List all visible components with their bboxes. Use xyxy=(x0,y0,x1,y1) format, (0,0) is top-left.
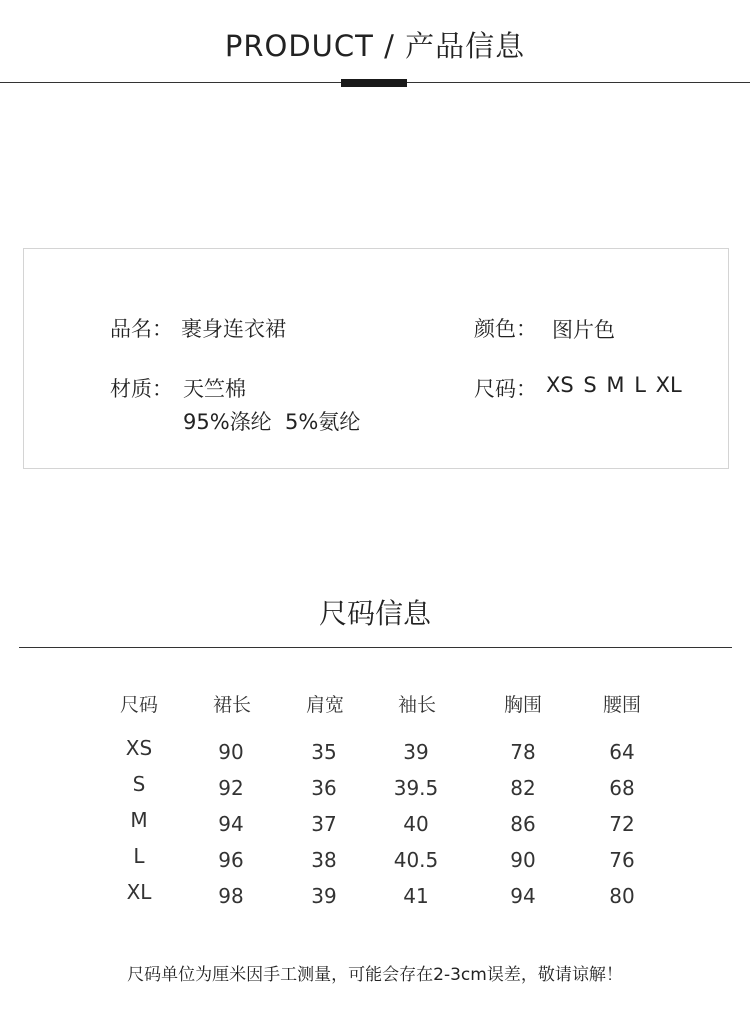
column-header: 肩宽 xyxy=(305,694,345,716)
table-cell: 39 xyxy=(403,740,429,764)
page-title: PRODUCT / 产品信息 xyxy=(224,29,526,63)
table-cell: 36 xyxy=(311,776,337,800)
table-cell: 72 xyxy=(609,812,635,836)
column-header: 裙长 xyxy=(212,694,252,716)
table-cell: L xyxy=(133,844,145,868)
table-cell: 41 xyxy=(403,884,429,908)
table-cell: 80 xyxy=(609,884,635,908)
size-section-divider xyxy=(19,647,732,648)
table-cell: 90 xyxy=(218,740,244,764)
column-header: 腰围 xyxy=(602,694,642,716)
column-header: 袖长 xyxy=(397,694,437,716)
table-cell: XS xyxy=(125,736,153,760)
measurement-note: 尺码单位为厘米因手工测量，可能会存在2-3cm误差，敬请谅解！ xyxy=(127,965,623,985)
column-header: 尺码 xyxy=(119,694,159,716)
size-value: XS S M L XL xyxy=(546,373,682,397)
table-cell: 35 xyxy=(311,740,337,764)
table-cell: 68 xyxy=(609,776,635,800)
table-cell: 38 xyxy=(311,848,337,872)
table-cell: 64 xyxy=(609,740,635,764)
name-label: 品名： xyxy=(110,317,173,341)
table-cell: 40 xyxy=(403,812,429,836)
name-value: 裹身连衣裙 xyxy=(181,317,286,341)
table-cell: 78 xyxy=(510,740,536,764)
table-cell: XL xyxy=(126,880,152,904)
table-cell: 94 xyxy=(510,884,536,908)
table-cell: 86 xyxy=(510,812,536,836)
table-cell: 98 xyxy=(218,884,244,908)
table-cell: 90 xyxy=(510,848,536,872)
header-accent-bar xyxy=(341,79,407,87)
size-label: 尺码： xyxy=(474,377,537,401)
material-value: 天竺棉 xyxy=(183,377,246,401)
table-cell: M xyxy=(130,808,148,832)
table-cell: 37 xyxy=(311,812,337,836)
table-cell: 94 xyxy=(218,812,244,836)
material-label: 材质： xyxy=(110,377,173,401)
table-cell: 76 xyxy=(609,848,635,872)
table-cell: 40.5 xyxy=(393,848,439,872)
color-value: 图片色 xyxy=(552,318,615,342)
table-cell: 96 xyxy=(218,848,244,872)
table-cell: 39.5 xyxy=(393,776,439,800)
product-info-box xyxy=(23,248,729,469)
table-cell: 92 xyxy=(218,776,244,800)
table-cell: 82 xyxy=(510,776,536,800)
size-section-title: 尺码信息 xyxy=(318,597,431,630)
column-header: 胸围 xyxy=(503,694,543,716)
color-label: 颜色： xyxy=(474,317,537,341)
table-cell: 39 xyxy=(311,884,337,908)
material-composition: 95%涤纶 5%氨纶 xyxy=(183,410,361,434)
table-cell: S xyxy=(132,772,146,796)
